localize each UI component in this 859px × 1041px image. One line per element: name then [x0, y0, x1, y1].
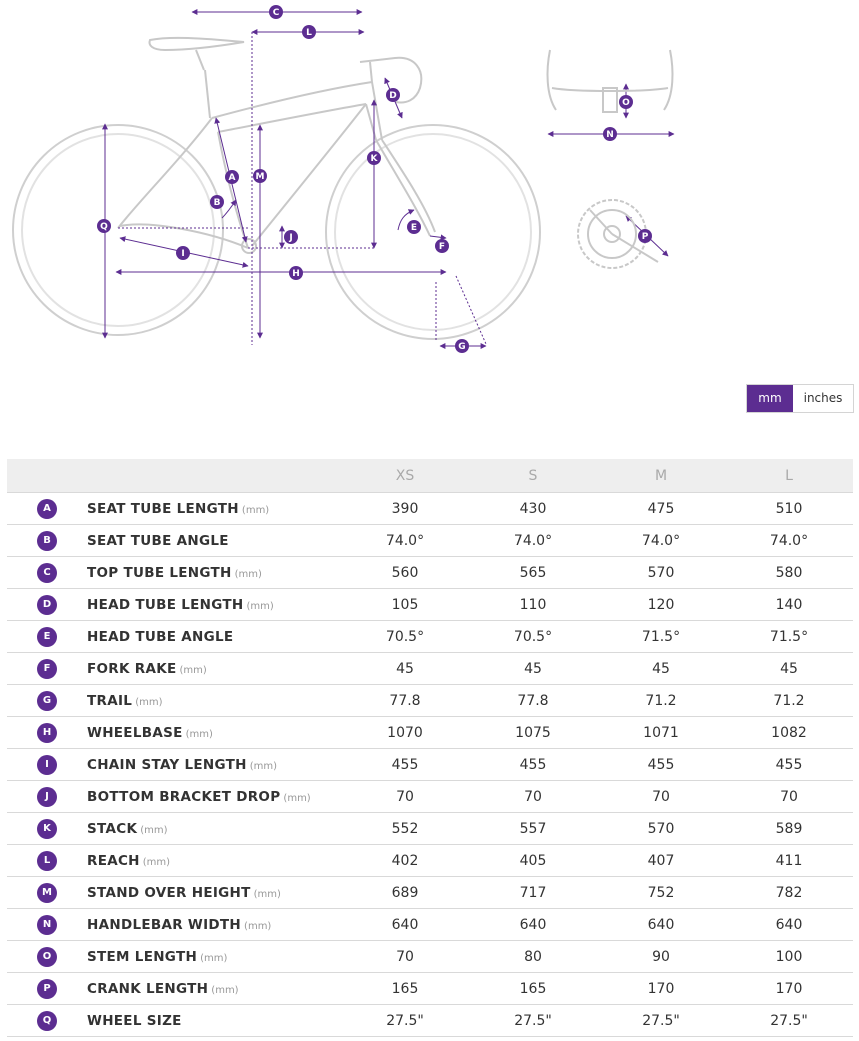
- measurement-unit: (mm): [244, 920, 272, 932]
- size-value-cell: 71.2: [725, 685, 853, 717]
- row-badge-cell: [7, 845, 87, 877]
- size-value-cell: 580: [725, 557, 853, 589]
- measurement-name-cell: [87, 717, 341, 749]
- size-value-cell: 165: [469, 973, 597, 1005]
- size-value-cell: 27.5": [341, 1005, 469, 1037]
- measurement-unit: (mm): [142, 856, 171, 868]
- size-value-cell: 455: [725, 749, 853, 781]
- measurement-name: FORK RAKE: [87, 660, 177, 677]
- measurement-letter-badge: H: [37, 723, 57, 743]
- table-row: [7, 717, 853, 749]
- row-badge-cell: [7, 653, 87, 685]
- measurement-letter-badge: P: [37, 979, 57, 999]
- measurement-letter-badge: D: [37, 595, 57, 615]
- front-wheel: [326, 125, 540, 339]
- row-badge-cell: [7, 909, 87, 941]
- measurement-name-cell: [87, 1005, 341, 1037]
- size-value-cell: 45: [597, 653, 725, 685]
- svg-text:C: C: [272, 8, 280, 18]
- measurement-letter-badge: C: [37, 563, 57, 583]
- measurement-name: TOP TUBE LENGTH: [87, 564, 232, 581]
- unit-toggle: [746, 384, 854, 413]
- row-badge-cell: [7, 1005, 87, 1037]
- size-value-cell: 689: [341, 877, 469, 909]
- svg-text:F: F: [438, 242, 446, 252]
- size-value-cell: 105: [341, 589, 469, 621]
- size-value-cell: 74.0°: [725, 525, 853, 557]
- measurement-unit: (mm): [185, 728, 213, 740]
- measurement-letter-badge: G: [37, 691, 57, 711]
- size-value-cell: 640: [469, 909, 597, 941]
- measurement-letter-badge: J: [37, 787, 57, 807]
- row-badge-cell: [7, 941, 87, 973]
- size-value-cell: 27.5": [725, 1005, 853, 1037]
- measurement-letter-badge: L: [37, 851, 57, 871]
- measurement-letter-badge: I: [37, 755, 57, 775]
- size-value-cell: 70: [469, 781, 597, 813]
- measurement-unit: (mm): [211, 984, 239, 996]
- measurement-letter-badge: N: [37, 915, 57, 935]
- size-value-cell: 557: [469, 813, 597, 845]
- size-value-cell: 430: [469, 493, 597, 525]
- size-value-cell: 782: [725, 877, 853, 909]
- size-value-cell: 570: [597, 557, 725, 589]
- handlebar-front-view: [548, 50, 673, 112]
- size-value-cell: 71.5°: [725, 621, 853, 653]
- row-badge-cell: [7, 877, 87, 909]
- table-row: [7, 557, 853, 589]
- measurement-name: WHEELBASE: [87, 724, 183, 741]
- svg-text:G: G: [458, 342, 466, 352]
- row-badge-cell: [7, 493, 87, 525]
- svg-text:L: L: [306, 28, 312, 38]
- size-value-cell: 77.8: [341, 685, 469, 717]
- measurement-name: STAND OVER HEIGHT: [87, 884, 251, 901]
- measurement-unit: (mm): [249, 760, 278, 772]
- measurement-name-cell: [87, 781, 341, 813]
- measurement-name-cell: [87, 909, 341, 941]
- table-row: [7, 525, 853, 557]
- measurement-name-cell: [87, 941, 341, 973]
- measurement-letter-badge: O: [37, 947, 57, 967]
- svg-text:N: N: [606, 130, 614, 140]
- measurement-unit: (mm): [253, 888, 281, 900]
- size-value-cell: 640: [341, 909, 469, 941]
- row-badge-cell: [7, 813, 87, 845]
- size-value-cell: 27.5": [469, 1005, 597, 1037]
- size-header: XS: [341, 459, 469, 493]
- measurement-name: HEAD TUBE LENGTH: [87, 596, 244, 613]
- svg-text:J: J: [289, 233, 293, 243]
- size-value-cell: 70: [725, 781, 853, 813]
- measurement-name: SEAT TUBE ANGLE: [87, 532, 229, 549]
- measurement-name-cell: [87, 813, 341, 845]
- measurement-name-cell: [87, 845, 341, 877]
- measurement-lines: [105, 12, 674, 346]
- measurement-letter-badge: K: [37, 819, 57, 839]
- measurement-unit: (mm): [140, 824, 168, 836]
- size-value-cell: 560: [341, 557, 469, 589]
- size-value-cell: 552: [341, 813, 469, 845]
- size-value-cell: 140: [725, 589, 853, 621]
- size-value-cell: 1082: [725, 717, 853, 749]
- bike-geometry-diagram: [0, 0, 859, 370]
- measurement-name: HANDLEBAR WIDTH: [87, 916, 242, 933]
- measurement-name-cell: [87, 589, 341, 621]
- size-value-cell: 640: [725, 909, 853, 941]
- table-row: [7, 813, 853, 845]
- table-body: [7, 493, 853, 1037]
- measurement-letter-badge: Q: [37, 1011, 57, 1031]
- size-value-cell: 165: [341, 973, 469, 1005]
- svg-text:P: P: [641, 232, 649, 242]
- row-badge-cell: [7, 557, 87, 589]
- measurement-letter-badge: B: [37, 531, 57, 551]
- svg-text:I: I: [181, 249, 185, 259]
- measurement-letter-badge: F: [37, 659, 57, 679]
- row-badge-cell: [7, 973, 87, 1005]
- measurement-name-cell: [87, 973, 341, 1005]
- size-value-cell: 80: [469, 941, 597, 973]
- measurement-letter-badge: A: [37, 499, 57, 519]
- size-header: S: [469, 459, 597, 493]
- row-badge-cell: [7, 621, 87, 653]
- table-row: [7, 845, 853, 877]
- size-value-cell: 390: [341, 493, 469, 525]
- measurement-unit: (mm): [234, 568, 262, 580]
- size-header: L: [725, 459, 853, 493]
- size-value-cell: 405: [469, 845, 597, 877]
- table-row: [7, 973, 853, 1005]
- size-value-cell: 170: [725, 973, 853, 1005]
- size-header: M: [597, 459, 725, 493]
- measurement-name: TRAIL: [87, 692, 133, 709]
- size-value-cell: 74.0°: [469, 525, 597, 557]
- size-value-cell: 74.0°: [597, 525, 725, 557]
- saddle: [150, 38, 244, 70]
- measurement-name-cell: [87, 493, 341, 525]
- svg-text:A: A: [228, 173, 236, 183]
- table-row: [7, 941, 853, 973]
- svg-text:H: H: [292, 269, 300, 279]
- svg-text:K: K: [370, 154, 378, 164]
- size-value-cell: 74.0°: [341, 525, 469, 557]
- table-row: [7, 781, 853, 813]
- measurement-name: STACK: [87, 820, 138, 837]
- measurement-name: CRANK LENGTH: [87, 980, 209, 997]
- size-value-cell: 1071: [597, 717, 725, 749]
- table-header-row: [7, 459, 853, 493]
- measurement-letter-badge: M: [37, 883, 57, 903]
- table-row: [7, 1005, 853, 1037]
- table-row: [7, 877, 853, 909]
- row-badge-cell: [7, 525, 87, 557]
- measurement-name: SEAT TUBE LENGTH: [87, 500, 239, 517]
- size-value-cell: 70: [597, 781, 725, 813]
- size-value-cell: 27.5": [597, 1005, 725, 1037]
- size-value-cell: 71.5°: [597, 621, 725, 653]
- size-value-cell: 170: [597, 973, 725, 1005]
- measurement-name: BOTTOM BRACKET DROP: [87, 788, 281, 805]
- table-row: [7, 493, 853, 525]
- header-blank: [7, 459, 87, 493]
- measurement-unit: (mm): [135, 696, 163, 708]
- size-value-cell: 411: [725, 845, 853, 877]
- size-value-cell: 71.2: [597, 685, 725, 717]
- measurement-name-cell: [87, 877, 341, 909]
- measurement-name-cell: [87, 653, 341, 685]
- measurement-unit: (mm): [241, 504, 270, 516]
- size-value-cell: 510: [725, 493, 853, 525]
- size-value-cell: 70: [341, 781, 469, 813]
- table-row: [7, 653, 853, 685]
- measurement-name: WHEEL SIZE: [87, 1012, 182, 1029]
- measurement-name-cell: [87, 525, 341, 557]
- size-value-cell: 70: [341, 941, 469, 973]
- row-badge-cell: [7, 685, 87, 717]
- svg-text:Q: Q: [100, 222, 108, 232]
- measurement-unit: (mm): [179, 664, 207, 676]
- size-value-cell: 455: [469, 749, 597, 781]
- size-value-cell: 402: [341, 845, 469, 877]
- size-value-cell: 565: [469, 557, 597, 589]
- row-badge-cell: [7, 589, 87, 621]
- row-badge-cell: [7, 781, 87, 813]
- size-value-cell: 100: [725, 941, 853, 973]
- size-value-cell: 455: [597, 749, 725, 781]
- measurement-unit: (mm): [200, 952, 228, 964]
- svg-text:D: D: [389, 91, 397, 101]
- size-value-cell: 589: [725, 813, 853, 845]
- svg-text:O: O: [622, 98, 630, 108]
- svg-text:E: E: [410, 223, 418, 233]
- measurement-name-cell: [87, 749, 341, 781]
- size-value-cell: 752: [597, 877, 725, 909]
- size-value-cell: 1070: [341, 717, 469, 749]
- table-row: [7, 621, 853, 653]
- table-row: [7, 909, 853, 941]
- size-value-cell: 120: [597, 589, 725, 621]
- unit-inches-button[interactable]: inches: [793, 385, 853, 412]
- svg-text:M: M: [255, 172, 265, 182]
- measurement-name: STEM LENGTH: [87, 948, 198, 965]
- size-value-cell: 77.8: [469, 685, 597, 717]
- table-row: [7, 749, 853, 781]
- size-value-cell: 45: [725, 653, 853, 685]
- size-value-cell: 90: [597, 941, 725, 973]
- measurement-unit: (mm): [283, 792, 311, 804]
- size-value-cell: 570: [597, 813, 725, 845]
- size-value-cell: 717: [469, 877, 597, 909]
- measurement-name: REACH: [87, 852, 140, 869]
- size-value-cell: 455: [341, 749, 469, 781]
- header-blank: [87, 459, 341, 493]
- size-value-cell: 1075: [469, 717, 597, 749]
- svg-text:B: B: [213, 198, 221, 208]
- table-row: [7, 589, 853, 621]
- measurement-name: HEAD TUBE ANGLE: [87, 628, 234, 645]
- size-value-cell: 45: [341, 653, 469, 685]
- measurement-letter-badge: E: [37, 627, 57, 647]
- size-value-cell: 110: [469, 589, 597, 621]
- size-value-cell: 70.5°: [469, 621, 597, 653]
- geometry-table: [7, 459, 853, 1037]
- measurement-unit: (mm): [246, 600, 274, 612]
- size-value-cell: 640: [597, 909, 725, 941]
- row-badge-cell: [7, 717, 87, 749]
- table-row: [7, 685, 853, 717]
- size-value-cell: 45: [469, 653, 597, 685]
- size-value-cell: 70.5°: [341, 621, 469, 653]
- size-value-cell: 407: [597, 845, 725, 877]
- measurement-name: CHAIN STAY LENGTH: [87, 756, 247, 773]
- size-value-cell: 475: [597, 493, 725, 525]
- measurement-name-cell: [87, 621, 341, 653]
- measurement-name-cell: [87, 557, 341, 589]
- measurement-name-cell: [87, 685, 341, 717]
- row-badge-cell: [7, 749, 87, 781]
- unit-mm-button[interactable]: mm: [747, 385, 793, 412]
